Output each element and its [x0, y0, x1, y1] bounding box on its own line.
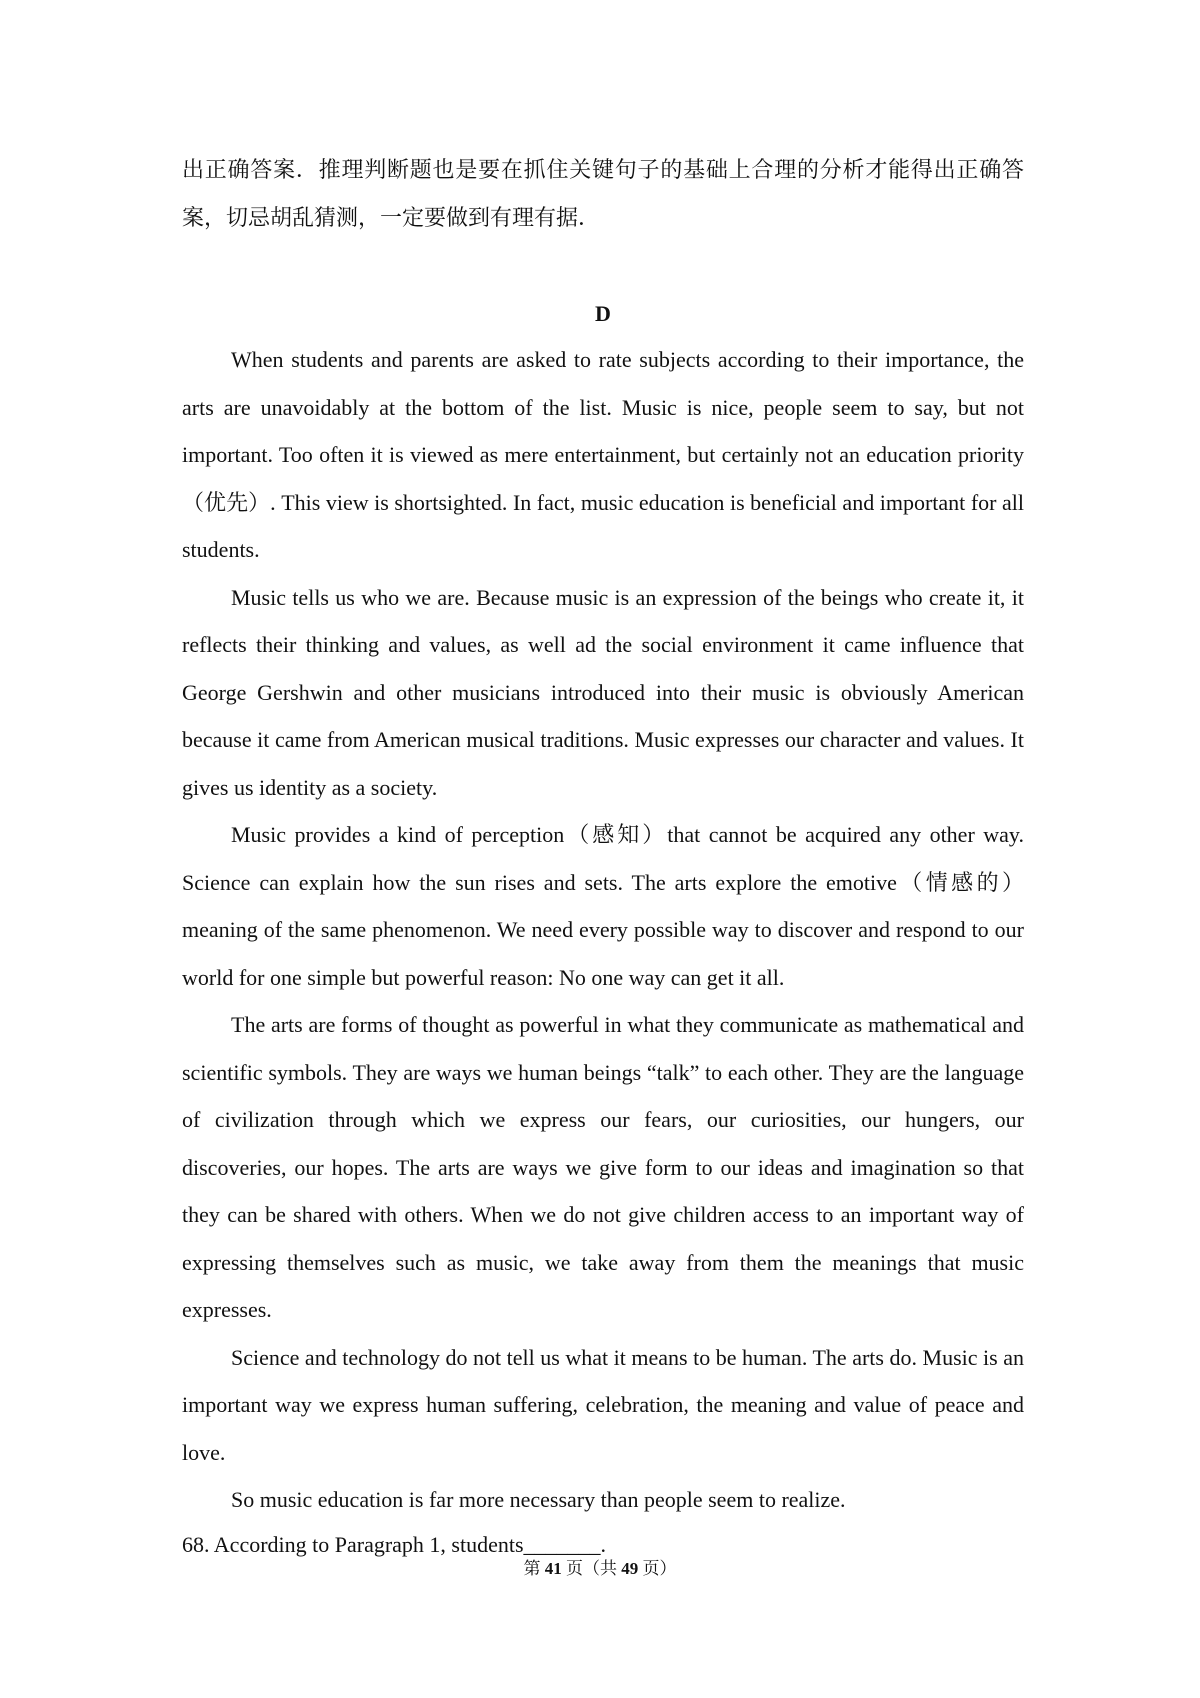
footer-current-page: 41	[544, 1559, 562, 1578]
article-body	[182, 336, 1024, 1524]
paragraph-4: The arts are forms of thought as powerful in what they communicate as mathematical and scientific symbols. They are ways we human beings “talk” to each other. They are the language of civilization through which we express our fears, our curiosities, our hungers, our discoveries, our hopes. The arts are ways we give form to our ideas and imagination so that they can be shared with others. When we do not give children access to an important way of expressing themselves such as music, we take away from them the meanings that music expresses.	[182, 1012, 1024, 1322]
footer-total-pages: 49	[621, 1559, 639, 1578]
question-68: 68. According to Paragraph 1, students_______.	[182, 1532, 607, 1557]
paragraph-3: Music provides a kind of perception（感知）that cannot be acquired any other way. Science can explain how the sun rises and sets. The arts explore the emotive（情感的）meaning of the same phenomenon. We need every possible way to discover and respond to our world for one simple but powerful reason: No one way can get it all.	[182, 822, 1024, 990]
footer-middle: 页（共	[561, 1559, 622, 1578]
footer-suffix: 页）	[638, 1559, 677, 1578]
paragraph-1: When students and parents are asked to rate subjects according to their importance, the arts are unavoidably at the bottom of the list. Music is nice, people seem to say, but not important. Too often it is viewed as mere entertainment, but certainly not an education priority（优先）. This view is shortsighted. In fact, music education is beneficial and important for all students.	[182, 347, 1024, 562]
intro-text: 出正确答案．推理判断题也是要在抓住关键句子的基础上合理的分析才能得出正确答案，切忌胡乱猜测，一定要做到有理有据．	[182, 157, 1024, 230]
footer-prefix: 第	[523, 1559, 545, 1578]
paragraph-5: Science and technology do not tell us what it means to be human. The arts do. Music is an important way we express human suffering, celebration, the meaning and value of peace and love.	[182, 1344, 1024, 1465]
paragraph-2: Music tells us who we are. Because music is an expression of the beings who create it, it reflects their thinking and values, as well ad the social environment it came influence that George Gershwin and other musicians introduced into their music is obviously American because it came from American musical traditions. Music expresses our character and values. It gives us identity as a society.	[182, 584, 1024, 800]
section-heading: D	[595, 301, 611, 326]
page-footer	[0, 1556, 1200, 1582]
paragraph-6: So music education is far more necessary than people seem to realize.	[231, 1487, 846, 1512]
